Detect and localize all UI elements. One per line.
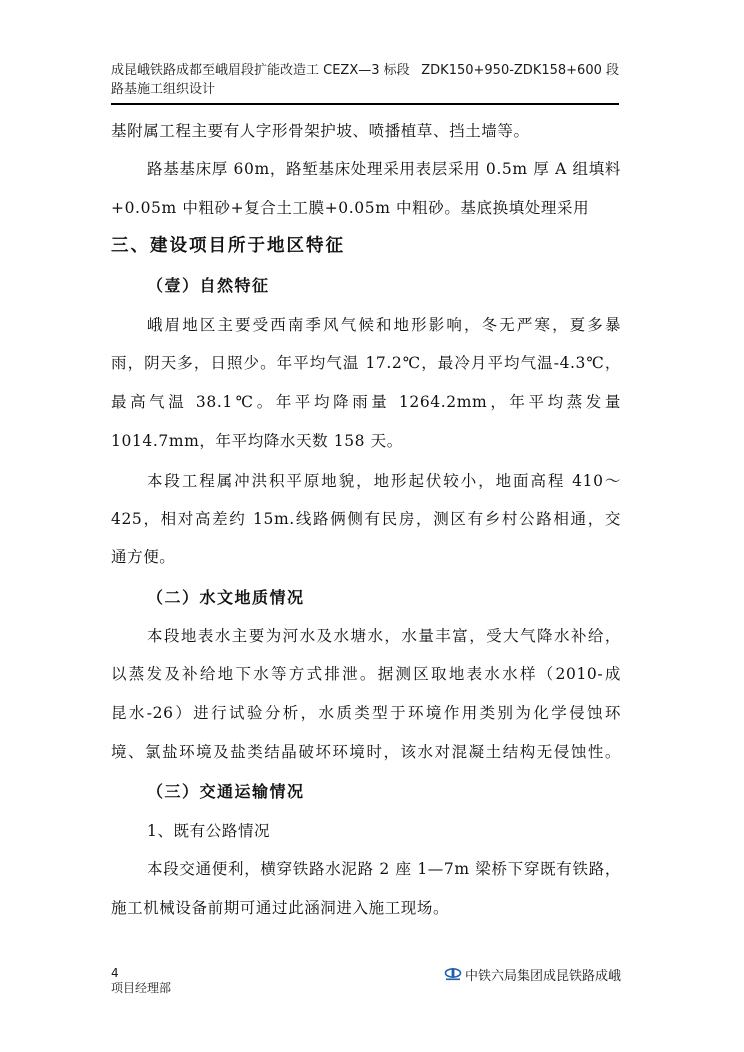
header-row xyxy=(111,61,619,80)
paragraph-line: 本段地表水主要为河水及水塘水，水量丰富，受大气降水补给， xyxy=(147,627,621,645)
header-divider xyxy=(111,103,619,105)
section-heading: 三、建设项目所于地区特征 xyxy=(111,236,345,256)
paragraph-line: 昆水-26）进行试验分析，水质类型于环境作用类别为化学侵蚀环 xyxy=(111,704,621,722)
paragraph-line: 路基基床厚 60m，路堑基床处理采用表层采用 0.5m 厚 A 组填料 xyxy=(147,160,621,178)
page-footer-right xyxy=(444,965,621,984)
paragraph-line: 以蒸发及补给地下水等方式排泄。据测区取地表水水样（2010-成 xyxy=(111,665,621,683)
footer-department: 项目经理部 xyxy=(111,981,172,995)
paragraph-line: 425，相对高差约 15m.线路俩侧有民房，测区有乡村公路相通，交 xyxy=(111,510,621,528)
page-header xyxy=(111,61,619,99)
subsection-heading: （二）水文地质情况 xyxy=(147,588,305,607)
paragraph-line: 雨，阴天多，日照少。年平均气温 17.2℃，最冷月平均气温-4.3℃， xyxy=(111,354,621,372)
subsection-heading: （壹）自然特征 xyxy=(147,276,270,295)
page-footer-left xyxy=(111,966,171,996)
header-project-line: 成昆峨铁路成都至峨眉段扩能改造工 CEZX—3 标段 xyxy=(111,63,410,78)
header-section-range: ZDK150+950-ZDK158+600 段 xyxy=(421,63,619,78)
paragraph-line: 基附属工程主要有人字形骨架护坡、喷播植草、挡土墙等。 xyxy=(111,122,530,140)
paragraph-line: 最高气温 38.1℃。年平均降雨量 1264.2mm，年平均蒸发量 xyxy=(111,393,621,411)
paragraph-line: 1、既有公路情况 xyxy=(147,822,271,840)
footer-company: 中铁六局集团成昆铁路成峨 xyxy=(464,969,621,984)
paragraph-line: 本段交通便利，横穿铁路水泥路 2 座 1—7m 梁桥下穿既有铁路， xyxy=(147,860,621,878)
header-document-title: 路基施工组织设计 xyxy=(111,82,216,97)
paragraph-line: 1014.7mm，年平均降水天数 158 天。 xyxy=(111,432,403,450)
paragraph-line: 境、氯盐环境及盐类结晶破坏环境时，该水对混凝土结构无侵蚀性。 xyxy=(111,743,621,761)
crec-logo-icon xyxy=(444,968,462,981)
paragraph-line: 施工机械设备前期可通过此涵洞进入施工现场。 xyxy=(111,899,450,917)
paragraph-line: 峨眉地区主要受西南季风气候和地形影响，冬无严寒，夏多暴 xyxy=(147,316,621,334)
paragraph-line: 本段工程属冲洪积平原地貌，地形起伏较小，地面高程 410～ xyxy=(147,472,621,490)
paragraph-line: +0.05m 中粗砂+复合土工膜+0.05m 中粗砂。基底换填处理采用 xyxy=(111,199,590,217)
page-number: 4 xyxy=(111,966,119,980)
paragraph-line: 通方便。 xyxy=(111,548,176,566)
subsection-heading: （三）交通运输情况 xyxy=(147,782,305,801)
